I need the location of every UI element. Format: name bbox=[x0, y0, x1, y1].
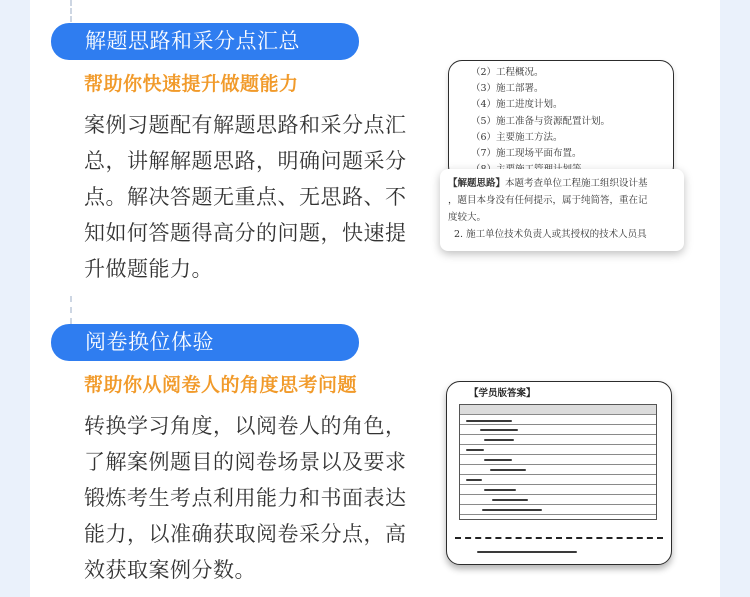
doc-list-item: （7）施工现场平面布置。 bbox=[471, 148, 582, 160]
body-line: 知如何答题得高分的问题，快速提 bbox=[84, 221, 407, 245]
handwriting-mark bbox=[484, 459, 512, 461]
section-pill-1 bbox=[51, 23, 359, 60]
handwriting-mark bbox=[484, 489, 516, 491]
doc-list-item: （5）施工准备与资源配置计划。 bbox=[471, 115, 611, 127]
hint-line: 本题考查单位工程施工组织设计基 bbox=[505, 178, 648, 189]
handwriting-mark bbox=[484, 439, 514, 441]
pill-label: 解题思路和采分点汇总 bbox=[85, 29, 300, 53]
handwriting-mark bbox=[466, 420, 512, 422]
doc-list-item: （3）施工部署。 bbox=[471, 83, 544, 95]
section-body-1 bbox=[84, 107, 420, 287]
answer-sheet-separator bbox=[455, 537, 663, 539]
body-line: 升做题能力。 bbox=[84, 257, 213, 281]
answer-sheet-title: 【学员版答案】 bbox=[469, 388, 536, 399]
handwriting-mark bbox=[466, 449, 484, 451]
answer-sheet-grid bbox=[459, 404, 657, 520]
body-line: 案例习题配有解题思路和采分点汇 bbox=[84, 113, 407, 137]
timeline-dashes-middle bbox=[70, 296, 72, 324]
doc-image-outline bbox=[448, 60, 674, 180]
body-line: 总，讲解解题思路，明确问题采分 bbox=[84, 149, 407, 173]
body-line: 了解案例题目的阅卷场景以及要求 bbox=[84, 450, 407, 474]
handwriting-mark bbox=[477, 551, 577, 553]
hint-line: 度较大。 bbox=[448, 212, 487, 223]
hint-line: ，题目本身没有任何提示，属于纯简答，重在记 bbox=[448, 195, 648, 206]
doc-list-item: （4）施工进度计划。 bbox=[471, 99, 563, 111]
section-body-2 bbox=[84, 408, 420, 588]
body-line: 转换学习角度，以阅卷人的角色， bbox=[84, 414, 407, 438]
handwriting-mark bbox=[490, 469, 526, 471]
handwriting-mark bbox=[482, 509, 542, 511]
body-line: 锻炼考生考点利用能力和书面表达 bbox=[84, 486, 407, 510]
handwriting-mark bbox=[466, 479, 482, 481]
section-pill-2 bbox=[51, 324, 359, 361]
hint-line: 2. 施工单位技术负责人或其授权的技术人员具 bbox=[454, 229, 647, 240]
answer-sheet-image bbox=[446, 381, 672, 565]
answer-sheet-header-band bbox=[460, 405, 656, 414]
section-subtitle-2: 帮助你从阅卷人的角度思考问题 bbox=[84, 374, 358, 396]
body-line: 效获取案例分数。 bbox=[84, 558, 256, 582]
section-subtitle-1: 帮助你快速提升做题能力 bbox=[84, 73, 299, 95]
doc-list-item: （2）工程概况。 bbox=[471, 67, 544, 78]
hint-label: 【解题思路】 bbox=[448, 178, 506, 189]
handwriting-mark bbox=[480, 429, 518, 431]
body-line: 点。解决答题无重点、无思路、不 bbox=[84, 185, 407, 209]
handwriting-mark bbox=[492, 499, 528, 501]
doc-image-hint bbox=[440, 169, 684, 251]
pill-label: 阅卷换位体验 bbox=[85, 330, 214, 354]
timeline-dashes-top bbox=[70, 0, 72, 22]
body-line: 能力，以准确获取阅卷采分点，高 bbox=[84, 522, 407, 546]
doc-list-item: （6）主要施工方法。 bbox=[471, 131, 563, 143]
